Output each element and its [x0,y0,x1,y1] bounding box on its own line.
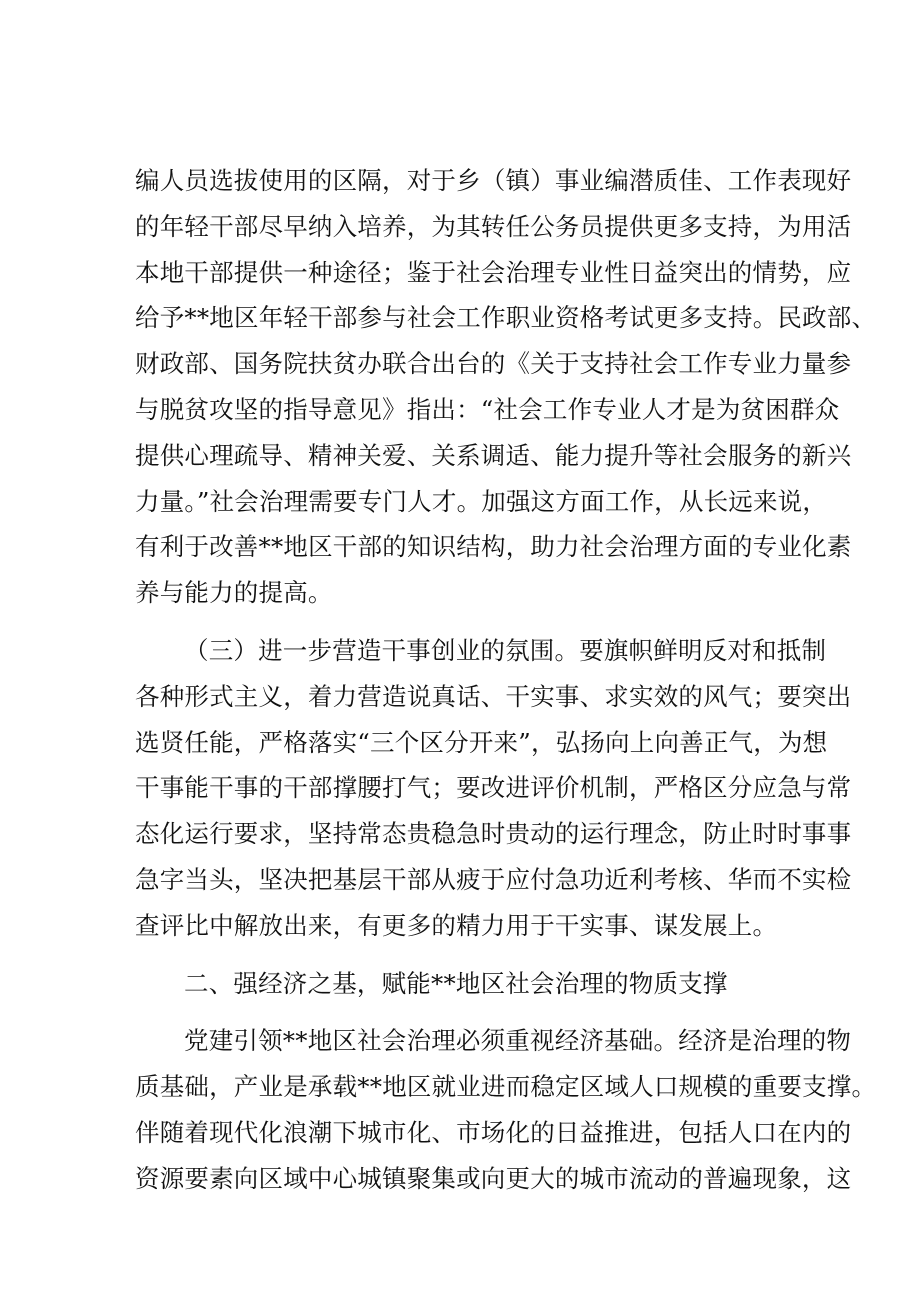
text-line: 质基础，产业是承载**地区就业进而稳定区域人口规模的重要支撑。 [135,1072,877,1102]
text-line: 干事能干事的干部撑腰打气；要改进评价机制，严格区分应急与常 [135,773,852,803]
text-line: 本地干部提供一种途径；鉴于社会治理专业性日益突出的情势，应 [135,257,852,287]
paragraph-talent-support [135,158,877,616]
text-line: 态化运行要求，坚持常态贵稳急时贵动的运行理念，防止时时事事 [135,819,852,849]
text-line: 与脱贫攻坚的指导意见》指出：“社会工作专业人才是为贫困群众 [135,394,840,424]
text-line: 党建引领**地区社会治理必须重视经济基础。经济是治理的物 [184,1026,852,1056]
text-line: 给予**地区年轻干部参与社会工作职业资格考试更多支持。民政部、 [135,303,877,333]
text-line: 伴随着现代化浪潮下城市化、市场化的日益推进，包括人口在内的 [135,1117,852,1147]
text-line: 编人员选拔使用的区隔，对于乡（镇）事业编潜质佳、工作表现好 [135,166,852,195]
paragraph-spacer [135,1006,800,1018]
document-body [135,158,877,1202]
text-line: 选贤任能，严格落实“三个区分开来”，弘扬向上向善正气，为想 [135,727,828,757]
text-line: 各种形式主义，着力营造说真话、干实事、求实效的风气；要突出 [135,681,852,711]
text-line: 资源要素向区域中心城镇聚集或向更大的城市流动的普遍现象，这 [135,1163,852,1193]
paragraph-spacer [135,949,800,961]
text-line: 急字当头，坚决把基层干部从疲于应付急功近利考核、华而不实检 [135,864,852,894]
text-line: 养与能力的提高。 [135,578,333,608]
text-line: 提供心理疏导、精神关爱、关系调适、能力提升等社会服务的新兴 [135,440,852,470]
text-line: 的年轻干部尽早纳入培养，为其转任公务员提供更多支持，为用活 [135,211,852,241]
text-line: 查评比中解放出来，有更多的精力用于干实事、谋发展上。 [135,910,778,940]
paragraph-spacer [135,616,800,628]
text-line: （三）进一步营造干事创业的氛围。要旗帜鲜明反对和抵制 [184,635,827,665]
paragraph-work-atmosphere [135,628,852,949]
text-line: 有利于改善**地区干部的知识结构，助力社会治理方面的专业化素 [135,532,852,562]
section-heading: 二、强经济之基，赋能**地区社会治理的物质支撑 [184,968,728,998]
section-heading-economy [135,961,800,1007]
text-line: 力量。”社会治理需要专门人才。加强这方面工作，从长远来说， [135,486,828,516]
text-line: 财政部、国务院扶贫办联合出台的《关于支持社会工作专业力量参 [135,349,852,379]
paragraph-economic-basis [135,1018,877,1201]
